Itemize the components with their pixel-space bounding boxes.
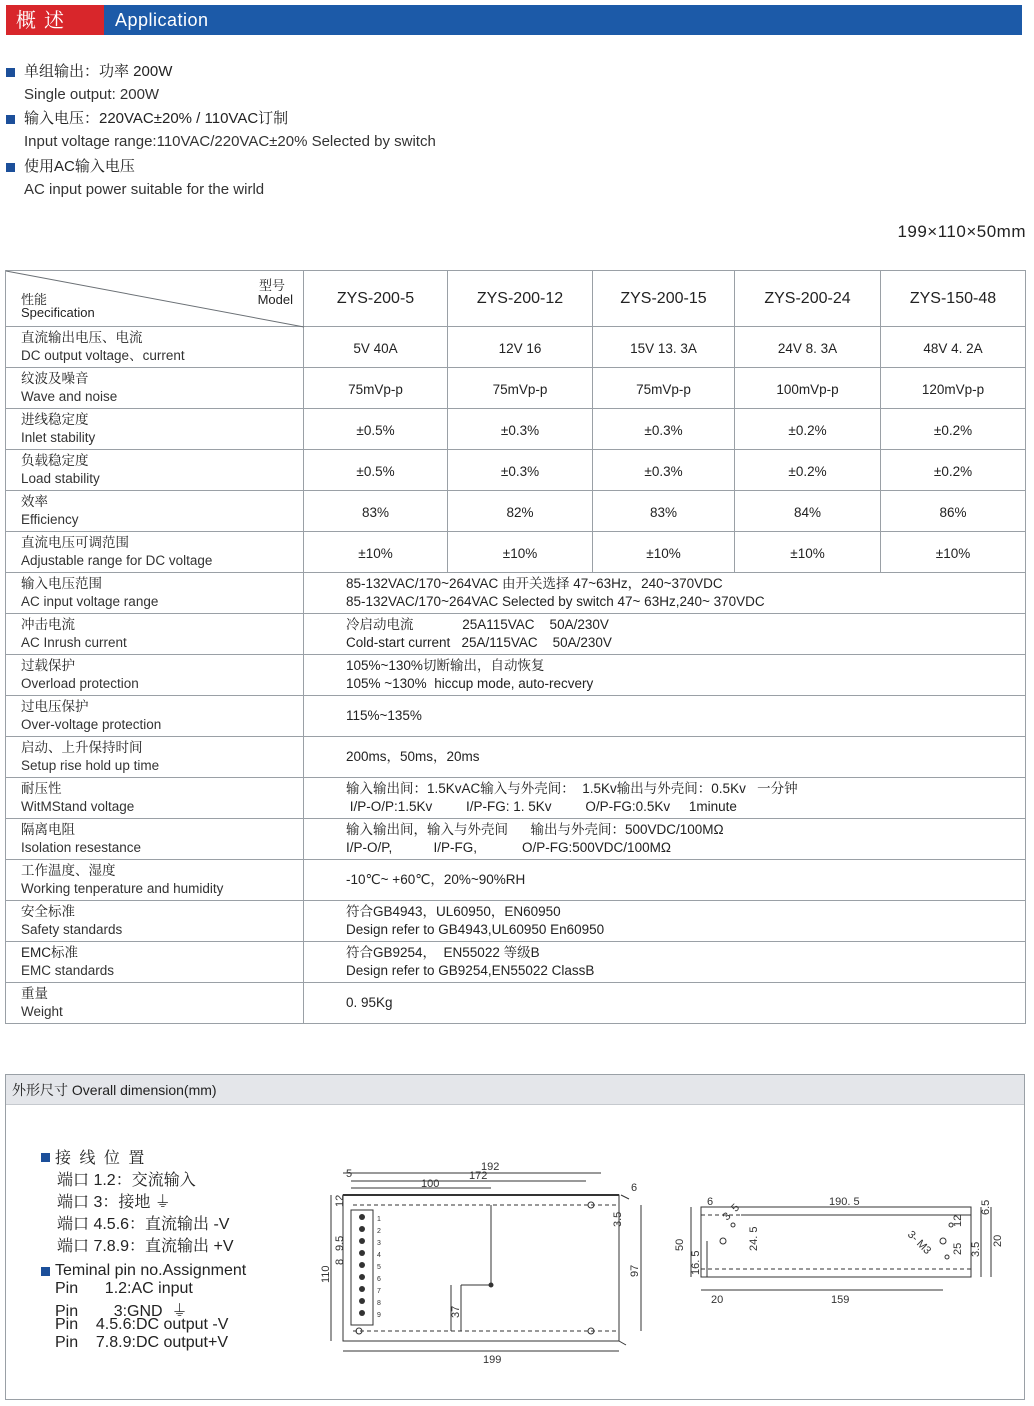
table-cell: ±0.2% bbox=[735, 409, 881, 450]
row-label-en: Wave and noise bbox=[21, 389, 118, 404]
overall-dimensions: 199×110×50mm bbox=[897, 222, 1026, 241]
table-cell: 83% bbox=[304, 491, 448, 532]
dim-label: 110 bbox=[320, 1265, 332, 1283]
row-label-en: DC output voltage、current bbox=[21, 348, 185, 363]
row-label bbox=[6, 778, 304, 819]
model-label-en: Model bbox=[257, 292, 293, 307]
row-label bbox=[6, 491, 304, 532]
table-row bbox=[6, 532, 1026, 573]
row-label bbox=[6, 860, 304, 901]
dim-label: 100 bbox=[421, 1178, 440, 1190]
feature-cn: 单组输出：功率 200W bbox=[24, 63, 173, 80]
table-cell: 15V 13. 3A bbox=[593, 327, 735, 368]
table-row bbox=[6, 573, 1026, 614]
wide-cell bbox=[304, 655, 1026, 696]
model-header: ZYS-200-5 bbox=[304, 271, 448, 327]
table-cell: ±0.2% bbox=[735, 450, 881, 491]
table-cell: 24V 8. 3A bbox=[735, 327, 881, 368]
dim-label: 24. 5 bbox=[748, 1226, 760, 1251]
section-header bbox=[6, 5, 1022, 35]
row-label bbox=[6, 409, 304, 450]
terminal-label: 4 bbox=[377, 1252, 381, 1259]
row-label bbox=[6, 655, 304, 696]
table-row bbox=[6, 409, 1026, 450]
table-row bbox=[6, 696, 1026, 737]
table-cell: 5V 40A bbox=[304, 327, 448, 368]
row-label-en: Safety standards bbox=[21, 922, 123, 937]
dim-label: 20 bbox=[992, 1234, 1004, 1247]
side-view-drawing bbox=[671, 1185, 1004, 1325]
row-label-en: Inlet stability bbox=[21, 430, 96, 445]
wide-cell bbox=[304, 819, 1026, 860]
pin-cn-line: 端口 7.8.9：直流输出 +V bbox=[57, 1238, 234, 1255]
model-header: ZYS-150-48 bbox=[881, 271, 1026, 327]
table-cell: ±10% bbox=[448, 532, 593, 573]
row-label-cn: EMC标准 bbox=[21, 945, 78, 960]
dim-label: 16. 5 bbox=[690, 1250, 702, 1275]
row-label-en: Adjustable range for DC voltage bbox=[21, 553, 213, 568]
bullet-square-icon bbox=[6, 115, 15, 124]
pin-cn-line: 端口 3：接地 ⏚ bbox=[57, 1194, 171, 1211]
table-cell: ±0.3% bbox=[593, 450, 735, 491]
row-label-en: Efficiency bbox=[21, 512, 79, 527]
table-row bbox=[6, 450, 1026, 491]
wide-cell bbox=[304, 573, 1026, 614]
row-label bbox=[6, 614, 304, 655]
row-label-cn: 耐压性 bbox=[21, 781, 62, 796]
pins-cn-title: 接 线 位 置 bbox=[55, 1150, 147, 1167]
row-label-cn: 启动、上升保持时间 bbox=[21, 740, 143, 755]
dim-label: 3.5 bbox=[612, 1211, 624, 1227]
cell-line: 0. 95Kg bbox=[346, 995, 393, 1010]
cell-line: -10℃~ +60℃，20%~90%RH bbox=[346, 872, 526, 887]
cell-line: Design refer to GB4943,UL60950 En60950 bbox=[346, 922, 605, 937]
table-row bbox=[6, 983, 1026, 1024]
dim-label: 8 bbox=[334, 1258, 346, 1265]
terminal-label: 1 bbox=[377, 1216, 381, 1223]
pin-en-line: Pin 1.2:AC input bbox=[55, 1280, 193, 1297]
cell-line: 符合GB9254， EN55022 等级B bbox=[346, 945, 540, 960]
bullet-square-icon bbox=[41, 1267, 50, 1276]
section-title-en: Application bbox=[115, 10, 209, 30]
terminal-label: 5 bbox=[377, 1264, 381, 1271]
bullet-square-icon bbox=[41, 1153, 50, 1162]
row-label bbox=[6, 819, 304, 860]
dim-label: 3- M3 bbox=[904, 1228, 934, 1258]
row-label-cn: 输入电压范围 bbox=[21, 576, 102, 591]
cell-line: 105%~130%切断输出，自动恢复 bbox=[346, 658, 545, 673]
row-label bbox=[6, 942, 304, 983]
pin-cn-line: 端口 1.2：交流输入 bbox=[57, 1172, 196, 1189]
section-title-cn: 概述 bbox=[6, 5, 104, 35]
pin-cn-line: 端口 4.5.6：直流输出 -V bbox=[57, 1216, 230, 1233]
table-row bbox=[6, 737, 1026, 778]
bullet-square-icon bbox=[6, 68, 15, 77]
row-label-en: Overload protection bbox=[21, 676, 139, 691]
table-cell: 75mVp-p bbox=[593, 368, 735, 409]
row-label-en: Working tenperature and humidity bbox=[21, 881, 224, 896]
table-cell: ±10% bbox=[304, 532, 448, 573]
dim-label: 3.5 bbox=[970, 1241, 982, 1257]
dim-label: 25 bbox=[952, 1242, 964, 1255]
cell-line: Cold-start current 25A/115VAC 50A/230V bbox=[346, 635, 612, 650]
row-label-cn: 直流电压可调范围 bbox=[21, 535, 129, 550]
row-label-cn: 效率 bbox=[21, 494, 48, 509]
spec-label-en: Specification bbox=[21, 305, 95, 320]
dimension-section-title: 外形尺寸 Overall dimension(mm) bbox=[6, 1075, 1024, 1105]
dim-label: 199 bbox=[483, 1354, 502, 1366]
table-cell: 75mVp-p bbox=[448, 368, 593, 409]
terminal-label: 8 bbox=[377, 1300, 381, 1307]
table-cell: ±10% bbox=[593, 532, 735, 573]
table-header-row bbox=[6, 271, 1026, 327]
feature-cn: 输入电压：220VAC±20% / 110VAC订制 bbox=[24, 110, 289, 127]
row-label bbox=[6, 327, 304, 368]
wide-cell bbox=[304, 983, 1026, 1024]
row-label-cn: 过载保护 bbox=[21, 658, 75, 673]
dim-label: 50 bbox=[674, 1238, 686, 1251]
dimension-section bbox=[5, 1074, 1025, 1400]
table-cell: 48V 4. 2A bbox=[881, 327, 1026, 368]
model-header: ZYS-200-15 bbox=[593, 271, 735, 327]
row-label-en: Weight bbox=[21, 1004, 63, 1019]
spec-table bbox=[5, 270, 1026, 1024]
dim-label: 3. 5 bbox=[720, 1201, 743, 1224]
row-label-cn: 重量 bbox=[21, 986, 48, 1001]
row-label bbox=[6, 368, 304, 409]
row-label-en: AC Inrush current bbox=[21, 635, 127, 650]
feature-en: Input voltage range:110VAC/220VAC±20% Selected by switch bbox=[24, 133, 436, 150]
cell-line: I/P-O/P, I/P-FG, O/P-FG:500VDC/100MΩ bbox=[346, 840, 671, 855]
table-cell: 86% bbox=[881, 491, 1026, 532]
cell-line: 符合GB4943，UL60950，EN60950 bbox=[346, 904, 561, 919]
dim-label: 190. 5 bbox=[829, 1196, 860, 1208]
dim-label: 192 bbox=[481, 1161, 500, 1173]
row-label bbox=[6, 983, 304, 1024]
cell-line: 85-132VAC/170~264VAC Selected by switch 47~ 63Hz,240~ 370VDC bbox=[346, 594, 765, 609]
row-label-en: Load stability bbox=[21, 471, 100, 486]
table-row bbox=[6, 655, 1026, 696]
table-cell: ±0.5% bbox=[304, 409, 448, 450]
table-row bbox=[6, 327, 1026, 368]
dim-label: 12 bbox=[952, 1214, 964, 1227]
row-label-cn: 负载稳定度 bbox=[21, 453, 89, 468]
table-cell: ±0.3% bbox=[448, 450, 593, 491]
dim-label: 6.5 bbox=[980, 1199, 992, 1215]
table-row bbox=[6, 368, 1026, 409]
pins-en-title: Teminal pin no.Assignment bbox=[55, 1262, 247, 1279]
wide-cell bbox=[304, 737, 1026, 778]
row-label bbox=[6, 696, 304, 737]
terminal-label: 7 bbox=[377, 1288, 381, 1295]
table-cell: ±10% bbox=[735, 532, 881, 573]
dim-label: 9.5 bbox=[334, 1235, 346, 1251]
row-label-cn: 过电压保护 bbox=[21, 699, 89, 714]
row-label-cn: 冲击电流 bbox=[21, 617, 75, 632]
diagonal-header-cell bbox=[6, 271, 304, 327]
cell-line: 200ms，50ms，20ms bbox=[346, 749, 480, 764]
table-cell: ±0.3% bbox=[593, 409, 735, 450]
table-cell: 82% bbox=[448, 491, 593, 532]
terminal-label: 3 bbox=[377, 1240, 381, 1247]
terminal-label: 2 bbox=[377, 1228, 381, 1235]
row-label bbox=[6, 450, 304, 491]
table-row bbox=[6, 901, 1026, 942]
row-label-en: WitMStand voltage bbox=[21, 799, 135, 814]
wide-cell bbox=[304, 901, 1026, 942]
pin-en-line: Pin 3:GND ⏚ bbox=[55, 1303, 188, 1320]
dim-label: 97 bbox=[629, 1264, 641, 1277]
dim-label: 172 bbox=[469, 1170, 488, 1182]
row-label bbox=[6, 573, 304, 614]
row-label-en: Over-voltage protection bbox=[21, 717, 162, 732]
model-header: ZYS-200-12 bbox=[448, 271, 593, 327]
row-label-cn: 直流输出电压、电流 bbox=[21, 330, 143, 345]
table-row bbox=[6, 860, 1026, 901]
table-row bbox=[6, 491, 1026, 532]
wide-cell bbox=[304, 696, 1026, 737]
cell-line: 85-132VAC/170~264VAC 由开关选择 47~63Hz，240~370VDC bbox=[346, 576, 723, 591]
bullet-square-icon bbox=[6, 163, 15, 172]
feature-cn: 使用AC输入电压 bbox=[24, 158, 135, 175]
cell-line: 输入输出间，输入与外壳间 输出与外壳间：500VDC/100MΩ bbox=[346, 822, 724, 837]
row-label bbox=[6, 901, 304, 942]
table-row bbox=[6, 778, 1026, 819]
table-cell: 120mVp-p bbox=[881, 368, 1026, 409]
dim-label: 5 bbox=[346, 1168, 353, 1180]
pin-en-line: Pin 7.8.9:DC output+V bbox=[55, 1334, 228, 1351]
feature-en: Single output: 200W bbox=[24, 86, 160, 103]
row-label-cn: 进线稳定度 bbox=[21, 412, 89, 427]
row-label bbox=[6, 532, 304, 573]
table-cell: ±0.5% bbox=[304, 450, 448, 491]
terminal-label: 6 bbox=[377, 1276, 381, 1283]
row-label bbox=[6, 737, 304, 778]
table-cell: 83% bbox=[593, 491, 735, 532]
row-label-en: Setup rise hold up time bbox=[21, 758, 160, 773]
table-cell: 100mVp-p bbox=[735, 368, 881, 409]
cell-line: 冷启动电流 25A115VAC 50A/230V bbox=[346, 617, 609, 632]
wide-cell bbox=[304, 942, 1026, 983]
wide-cell bbox=[304, 614, 1026, 655]
row-label-cn: 安全标准 bbox=[21, 904, 75, 919]
cell-line: 105% ~130% hiccup mode, auto-recvery bbox=[346, 676, 594, 691]
front-view-drawing bbox=[321, 1155, 661, 1375]
table-cell: ±0.2% bbox=[881, 450, 1026, 491]
row-label-cn: 工作温度、湿度 bbox=[21, 863, 116, 878]
table-row bbox=[6, 819, 1026, 860]
dim-label: 20 bbox=[711, 1294, 724, 1306]
dim-label: 12 bbox=[334, 1194, 346, 1207]
model-label-cn: 型号 bbox=[258, 278, 285, 293]
table-cell: ±10% bbox=[881, 532, 1026, 573]
table-cell: 75mVp-p bbox=[304, 368, 448, 409]
cell-line: Design refer to GB9254,EN55022 ClassB bbox=[346, 963, 595, 978]
table-cell: 12V 16 bbox=[448, 327, 593, 368]
cell-line: 输入输出间：1.5KvAC输入与外壳间： 1.5Kv输出与外壳间：0.5Kv 一分钟 bbox=[346, 781, 798, 796]
dim-label: 6 bbox=[631, 1182, 638, 1194]
cell-line: 115%~135% bbox=[346, 708, 422, 723]
wide-cell bbox=[304, 778, 1026, 819]
cell-line: I/P-O/P:1.5Kv I/P-FG: 1. 5Kv O/P-FG:0.5Kv 1minute bbox=[346, 799, 737, 814]
spec-label-cn: 性能 bbox=[21, 292, 48, 307]
wide-cell bbox=[304, 860, 1026, 901]
dim-label: 6 bbox=[707, 1196, 714, 1208]
row-label-en: AC input voltage range bbox=[21, 594, 159, 609]
table-cell: 84% bbox=[735, 491, 881, 532]
row-label-en: Isolation resestance bbox=[21, 840, 142, 855]
table-cell: ±0.2% bbox=[881, 409, 1026, 450]
dim-label: 159 bbox=[831, 1294, 850, 1306]
dim-label: 37 bbox=[450, 1305, 462, 1318]
row-label-en: EMC standards bbox=[21, 963, 115, 978]
row-label-cn: 纹波及噪音 bbox=[21, 371, 89, 386]
row-label-cn: 隔离电阻 bbox=[21, 822, 75, 837]
table-row bbox=[6, 942, 1026, 983]
pin-en-line: Pin 4.5.6:DC output -V bbox=[55, 1316, 229, 1333]
table-row bbox=[6, 614, 1026, 655]
model-header: ZYS-200-24 bbox=[735, 271, 881, 327]
terminal-label: 9 bbox=[377, 1312, 381, 1319]
feature-en: AC input power suitable for the wirld bbox=[24, 181, 265, 198]
table-cell: ±0.3% bbox=[448, 409, 593, 450]
